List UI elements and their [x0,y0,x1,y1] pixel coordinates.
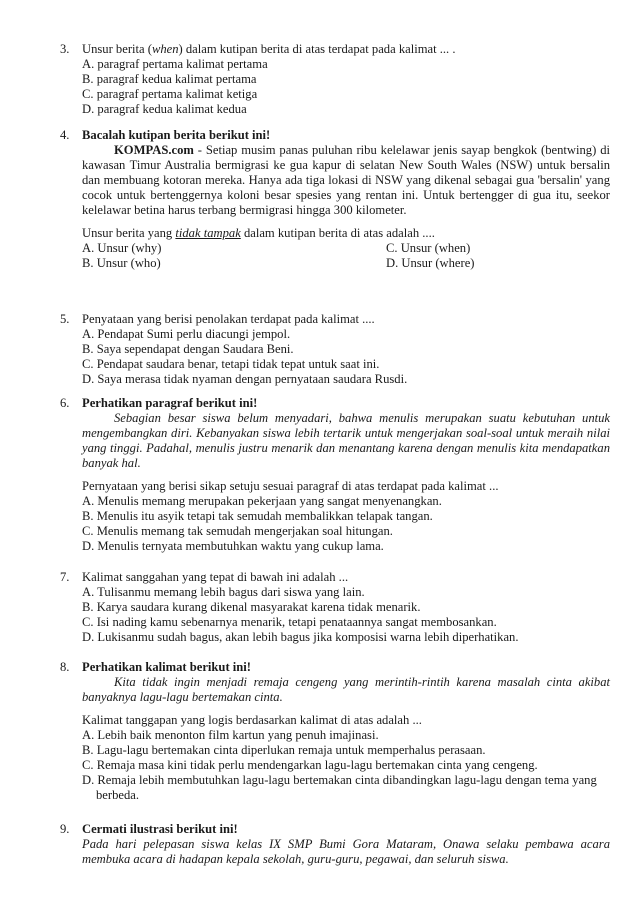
question-number: 6. [60,396,70,410]
option-b: B. Unsur (who) [82,256,161,270]
question-9 [60,822,610,867]
option-b: B. Karya saudara kurang dikenal masyarakat karena tidak menarik. [82,600,421,614]
question-8 [60,660,610,803]
question-number: 9. [60,822,70,836]
option-c: C. Isi nading kamu sebenarnya menarik, tetapi penataannya sangat membosankan. [82,615,497,629]
question-stem: Pernyataan yang berisi sikap setuju sesuai paragraf di atas terdapat pada kalimat ... [82,479,499,493]
option-a: A. Lebih baik menonton film kartun yang penuh imajinasi. [82,728,379,742]
options-row-2 [82,256,610,271]
question-7 [60,570,610,645]
option-d: D. paragraf kedua kalimat kedua [82,102,247,116]
option-d: D. Unsur (where) [386,256,475,270]
option-a: A. Tulisanmu memang lebih bagus dari siswa yang lain. [82,585,365,599]
option-d: D. Lukisanmu sudah bagus, akan lebih bagus jika komposisi warna lebih diperhatikan. [82,630,519,644]
question-stem: Kalimat sanggahan yang tepat di bawah ini adalah ... [82,570,349,584]
option-a: A. Unsur (why) [82,241,162,255]
news-passage: KOMPAS.com - Setiap musim panas puluhan ribu kelelawar jenis sayap bengkok (bentwing) di kawasan Timur Australia bermigrasi ke gua kapur di selatan New South Wales (NSW) untuk bersalin dan membuang kotoran mereka. Hanya ada tiga lokasi di NSW yang dikenal sebagai gua 'bersalin' yang cocok untuk bertenggernya koloni besar spesies yang rentan ini. Untuk bertengger di gua itu, seekor kelelawar betina harus terbang bermigrasi hingga 300 kilometer. [82,143,610,217]
question-3 [60,42,610,117]
question-title: Perhatikan paragraf berikut ini! [82,396,258,410]
option-c: C. Remaja masa kini tidak perlu mendengarkan lagu-lagu bertemakan cinta yang cengeng. [82,758,538,772]
paragraph-passage: Sebagian besar siswa belum menyadari, bahwa menulis merupakan suatu kebutuhan untuk mengembangkan diri. Kebanyakan siswa lebih tertarik untuk mengerjakan soal-soal untuk meraih nilai yang tinggi. Padahal, menulis justru menarik dan menantang karena dengan menulis kita mendapatkan banyak hal. [82,411,610,470]
question-5 [60,312,610,387]
illustration-passage: Pada hari pelepasan siswa kelas IX SMP Bumi Gora Mataram, Onawa selaku pembawa acara membuka acara di hadapan kepala sekolah, guru-guru, pegawai, dan seluruh siswa. [82,837,610,866]
option-c: C. Unsur (when) [386,241,471,255]
option-b: B. Menulis itu asyik tetapi tak semudah membalikkan telapak tangan. [82,509,433,523]
sentence-passage: Kita tidak ingin menjadi remaja cengeng yang merintih-rintih karena masalah cinta akibat banyaknya lagu-lagu bertemakan cinta. [82,675,610,704]
question-title: Bacalah kutipan berita berikut ini! [82,128,271,142]
option-a: A. Pendapat Sumi perlu diacungi jempol. [82,327,291,341]
options-row-1 [82,241,610,256]
question-6 [60,396,610,554]
question-title: Cermati ilustrasi berikut ini! [82,822,238,836]
option-c: C. Pendapat saudara benar, tetapi tidak tepat untuk saat ini. [82,357,380,371]
option-d: D. Remaja lebih membutuhkan lagu-lagu bertemakan cinta dibandingkan lagu-lagu dengan tema yang berbeda. [82,773,597,802]
question-number: 8. [60,660,70,674]
option-c: C. Menulis memang tak semudah mengerjakan soal hitungan. [82,524,393,538]
option-b: B. paragraf kedua kalimat pertama [82,72,257,86]
option-d: D. Menulis ternyata membutuhkan waktu yang cukup lama. [82,539,384,553]
option-b: B. Saya sependapat dengan Saudara Beni. [82,342,294,356]
option-a: A. Menulis memang merupakan pekerjaan yang sangat menyenangkan. [82,494,442,508]
question-number: 5. [60,312,70,326]
question-4 [60,128,610,271]
question-title: Perhatikan kalimat berikut ini! [82,660,251,674]
question-stem: Penyataan yang berisi penolakan terdapat pada kalimat .... [82,312,375,326]
option-d: D. Saya merasa tidak nyaman dengan pernyataan saudara Rusdi. [82,372,408,386]
option-a: A. paragraf pertama kalimat pertama [82,57,268,71]
question-stem: Unsur berita yang tidak tampak dalam kutipan berita di atas adalah .... [82,226,435,240]
question-stem: Unsur berita (when) dalam kutipan berita di atas terdapat pada kalimat ... . [82,42,456,56]
question-stem: Kalimat tanggapan yang logis berdasarkan kalimat di atas adalah ... [82,713,422,727]
option-b: B. Lagu-lagu bertemakan cinta diperlukan remaja untuk memperhalus perasaan. [82,743,486,757]
option-c: C. paragraf pertama kalimat ketiga [82,87,258,101]
question-number: 7. [60,570,70,584]
question-number: 4. [60,128,70,142]
question-number: 3. [60,42,70,56]
